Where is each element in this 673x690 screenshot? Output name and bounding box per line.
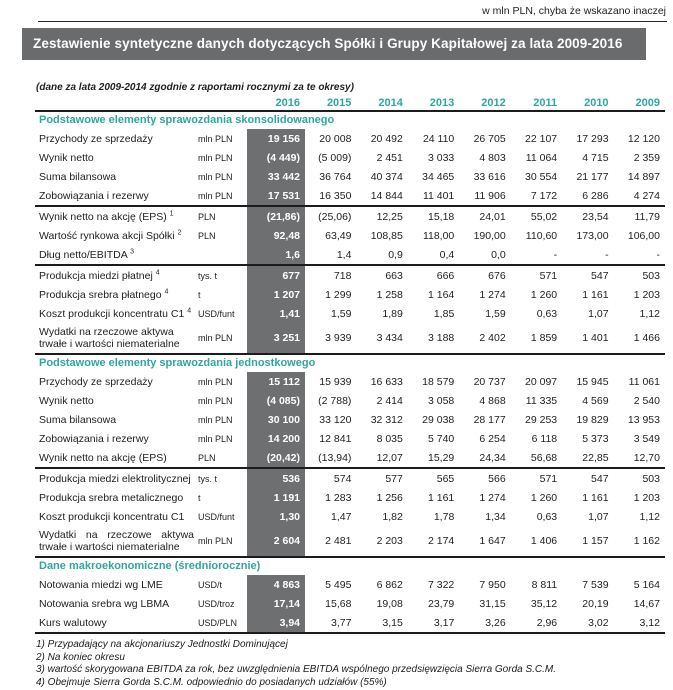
value-2015: (2 788): [318, 394, 352, 407]
row-group: [35, 575, 665, 634]
table-row: [35, 372, 665, 391]
value-2011: 1 260: [530, 491, 558, 504]
value-2010: 1 401: [582, 332, 609, 344]
table-row: [35, 507, 665, 526]
footnote-line: 2) Na koniec okresu: [36, 651, 125, 663]
row-label: Wynik netto na akcję (EPS): [39, 451, 167, 464]
table-row: [35, 410, 665, 429]
row-label: Koszt produkcji koncentratu C1: [39, 510, 185, 523]
row-unit: USD/troz: [198, 598, 235, 609]
footnote-line: 1) Przypadający na akcjonariuszy Jednostki Dominującej: [36, 639, 288, 650]
value-2012: 1 647: [479, 535, 506, 547]
value-2013: 3 033: [428, 151, 455, 164]
footnote-line: 4) Obejmuje Sierra Gorda S.C.M. odpowiednio do posiadanych udziałów (55%): [36, 676, 387, 688]
table-row: [35, 129, 665, 148]
value-2014: 1 256: [376, 491, 403, 504]
value-2015: 63,49: [325, 229, 352, 242]
value-2015: 5 495: [325, 578, 352, 591]
value-2012: 1 274: [479, 491, 506, 504]
value-2013: 15,29: [428, 451, 455, 464]
footnote-line: 3) wartość skorygowana EBITDA za rok, bez uwzględnienia EBITDA wspólnego przedsięwzięcia Sierra Gorda S.C.M.: [36, 664, 557, 675]
row-label: Wynik netto na akcję (EPS) $^1$: [39, 210, 174, 223]
value-2012: 190,00: [473, 229, 506, 242]
row-label: Notowania miedzi wg LME: [39, 578, 163, 591]
row-group: [35, 266, 665, 355]
row-label: Suma bilansowa: [39, 413, 117, 426]
table-row: [35, 207, 665, 226]
summary-table: [35, 96, 665, 634]
value-2015: 36 764: [319, 170, 352, 183]
value-2014: 1,89: [382, 307, 403, 320]
value-2012: 11 906: [474, 189, 506, 202]
value-2009: 11 061: [628, 375, 660, 388]
value-2014: 1 258: [376, 288, 403, 301]
year-header-2012: 2012: [481, 97, 506, 109]
value-2010: 15 945: [576, 375, 609, 388]
value-2010: 1 161: [582, 491, 609, 504]
row-unit: mln PLN: [198, 133, 233, 144]
row-label: Wynik netto: [39, 394, 94, 407]
value-2011: 1 406: [530, 535, 558, 547]
table-row: [35, 186, 665, 205]
value-2010: 20,19: [582, 597, 609, 610]
value-2012: 24,01: [479, 210, 506, 223]
row-unit: tys. t: [198, 473, 218, 484]
value-2014: 40 374: [370, 170, 403, 183]
value-2013: 11 401: [422, 189, 455, 202]
value-2013: 1 161: [428, 491, 455, 504]
value-2009: 2 540: [633, 394, 660, 407]
table-row: [35, 285, 665, 304]
value-2012: 2 402: [479, 332, 506, 344]
value-2009: 1 466: [633, 332, 660, 344]
value-2011: 30 554: [525, 170, 558, 183]
value-2013: 18 579: [422, 375, 455, 388]
table-row: [35, 429, 665, 448]
value-2016-highlighted: 1,6: [247, 245, 305, 264]
value-2014: 108,85: [370, 229, 403, 242]
table-row: [35, 575, 665, 594]
value-2009: 1,12: [639, 307, 660, 320]
value-2010: 1,07: [588, 307, 609, 320]
value-2010: 1,07: [588, 510, 609, 523]
value-2013: 24 110: [422, 132, 455, 145]
value-2015: 1 299: [325, 288, 352, 301]
year-header-2010: 2010: [584, 97, 609, 109]
value-2010: 3,02: [588, 616, 609, 629]
value-2012: 4 803: [479, 151, 506, 164]
row-unit: mln PLN: [198, 376, 233, 387]
value-2011: 0,63: [536, 307, 558, 320]
value-2010: 6 286: [582, 189, 609, 202]
value-2010: 7 539: [582, 578, 609, 591]
value-2013: 1,85: [433, 307, 455, 320]
section-header: Dane makroekonomiczne (średniorocznie): [39, 560, 261, 572]
value-2015: (25,06): [318, 210, 352, 223]
row-unit: mln PLN: [198, 395, 233, 406]
top-rule: [38, 21, 667, 22]
row-label: Wydatki na rzeczowe aktywa trwałe i wartości niematerialne: [39, 326, 180, 350]
value-2009: 1,12: [639, 510, 660, 523]
footnote-reference: 4: [164, 288, 169, 295]
value-2012: 7 950: [479, 578, 506, 591]
year-header-2013: 2013: [429, 97, 455, 109]
row-unit: USD/PLN: [198, 617, 238, 628]
value-2011: 0,63: [536, 510, 558, 523]
row-label: Produkcja srebra metalicznego: [39, 491, 184, 504]
value-2012: 6 254: [479, 432, 506, 445]
row-label: Przychody ze sprzedaży: [39, 132, 153, 145]
value-2014: 6 862: [376, 578, 403, 591]
value-2015: 1,59: [330, 307, 352, 320]
value-2010: 547: [591, 269, 609, 282]
value-2009: 503: [642, 269, 660, 282]
value-2015: 2 481: [325, 535, 352, 547]
data-scope-note: (dane za lata 2009-2014 zgodnie z raportami rocznymi za te okresy): [36, 82, 354, 93]
value-2011: 571: [539, 472, 558, 485]
footnote-reference: 2: [177, 229, 182, 236]
value-2016-highlighted: 17,14: [247, 594, 305, 613]
value-2015: 718: [333, 269, 352, 282]
value-2016-highlighted: 1,30: [247, 507, 305, 526]
value-2011: 11 064: [525, 151, 558, 164]
value-2014: 12,07: [376, 451, 403, 464]
value-2016-highlighted: 3,94: [247, 613, 305, 632]
value-2016-highlighted: (4 449): [247, 148, 305, 167]
row-unit: t: [198, 289, 201, 300]
value-2010: -: [605, 248, 609, 261]
table-row: [35, 391, 665, 410]
row-unit: mln PLN: [198, 152, 233, 163]
row-unit: PLN: [198, 230, 216, 241]
value-2009: 503: [642, 472, 660, 485]
value-2013: 3,17: [433, 616, 455, 629]
row-unit: tys. t: [198, 270, 218, 281]
value-2015: 1,47: [330, 510, 352, 523]
value-2016-highlighted: 1,41: [247, 304, 305, 323]
value-2009: 12,70: [633, 451, 660, 464]
row-unit: mln PLN: [198, 171, 233, 182]
row-group: [35, 469, 665, 558]
value-2014: 16 633: [370, 375, 403, 388]
value-2013: 2 174: [428, 535, 455, 547]
value-2009: 1 203: [633, 491, 660, 504]
table-row: [35, 613, 665, 632]
value-2009: 106,00: [627, 229, 660, 242]
table-row: [35, 245, 665, 264]
value-2012: 4 868: [479, 394, 506, 407]
value-2010: 17 293: [576, 132, 609, 145]
row-group: [35, 372, 665, 469]
table-row: [35, 469, 665, 488]
value-2012: 1,59: [485, 307, 506, 320]
value-2016-highlighted: 4 863: [247, 575, 305, 594]
value-2015: (5 009): [318, 151, 352, 164]
value-2014: 20 492: [370, 132, 403, 145]
value-2011: 35,12: [530, 597, 558, 610]
table-row: [35, 167, 665, 186]
value-2011: 1 859: [530, 332, 558, 344]
value-2012: 28 177: [473, 413, 506, 426]
value-2012: 26 705: [473, 132, 506, 145]
row-label: Kurs walutowy: [39, 616, 107, 629]
value-2016-highlighted: 17 531: [247, 186, 305, 205]
value-2013: 118,00: [422, 229, 455, 242]
year-header-2016: 2016: [275, 97, 300, 109]
row-unit: mln PLN: [198, 433, 233, 444]
footnotes: [36, 639, 663, 689]
table-row: [35, 148, 665, 167]
value-2009: 13 953: [627, 413, 660, 426]
value-2015: 12 841: [319, 432, 352, 445]
year-header-2009: 2009: [635, 97, 660, 109]
table-row: [35, 266, 665, 285]
value-2014: 577: [385, 472, 403, 485]
row-unit: mln PLN: [198, 414, 233, 425]
value-2012: 0,0: [491, 248, 506, 261]
value-2014: 2 451: [376, 151, 403, 164]
value-2015: (13,94): [318, 451, 352, 464]
value-2015: 574: [333, 472, 352, 485]
value-2011: 22 107: [525, 132, 558, 145]
row-label: Wydatki na rzeczowe aktywa trwałe i wartości niematerialne: [39, 529, 194, 553]
value-2016-highlighted: 1 191: [247, 488, 305, 507]
value-2013: 23,79: [428, 597, 455, 610]
value-2014: 2 414: [376, 394, 403, 407]
value-2015: 15,68: [325, 597, 352, 610]
value-2016-highlighted: (20,42): [247, 448, 305, 467]
value-2013: 29 038: [422, 413, 455, 426]
value-2011: 20 097: [525, 375, 558, 388]
row-unit: PLN: [198, 452, 216, 463]
value-2009: 1 162: [633, 535, 660, 547]
value-2014: 19,08: [376, 597, 403, 610]
value-2016-highlighted: (4 085): [247, 391, 305, 410]
value-2013: 3 188: [428, 332, 455, 344]
value-2011: 2,96: [536, 616, 558, 629]
value-2012: 33 616: [473, 170, 506, 183]
value-2011: -: [553, 248, 558, 261]
value-2009: 2 359: [633, 151, 660, 164]
row-label: Dług netto/EBITDA $^3$: [39, 248, 134, 261]
value-2009: 4 274: [633, 189, 660, 202]
table-row: [35, 594, 665, 613]
table-row: [35, 526, 665, 556]
value-2016-highlighted: 15 112: [247, 372, 305, 391]
row-label: Produkcja miedzi elektrolitycznej: [39, 472, 191, 485]
section-header: Podstawowe elementy sprawozdania skonsolidowanego: [39, 114, 335, 126]
value-2014: 1,82: [382, 510, 403, 523]
value-2012: 1,34: [485, 510, 506, 523]
row-group: [35, 207, 665, 266]
value-2016-highlighted: 92,48: [247, 226, 305, 245]
row-unit: mln PLN: [198, 190, 233, 201]
value-2014: 2 203: [376, 535, 403, 547]
value-2013: 666: [436, 269, 455, 282]
row-label: Zobowiązania i rezerwy: [39, 189, 149, 202]
value-2016-highlighted: (21,86): [247, 207, 305, 226]
value-2011: 7 172: [530, 189, 558, 202]
year-header-2015: 2015: [326, 97, 352, 109]
years-header-row: [35, 96, 665, 112]
value-2010: 547: [591, 472, 609, 485]
row-unit: PLN: [198, 211, 216, 222]
table-body: [35, 112, 665, 634]
value-2012: 24,34: [479, 451, 506, 464]
row-unit: mln PLN: [198, 333, 233, 343]
row-label: Produkcja miedzi płatnej $^4$: [39, 269, 160, 282]
row-label: Notowania srebra wg LBMA: [39, 597, 170, 610]
value-2009: 11,79: [634, 210, 660, 223]
row-unit: USD/t: [198, 579, 223, 590]
value-2015: 15 939: [319, 375, 352, 388]
section-header: Podstawowe elementy sprawozdania jednostkowego: [39, 357, 316, 369]
value-2010: 5 373: [582, 432, 609, 445]
value-2009: 1 203: [633, 288, 660, 301]
value-2010: 1 161: [582, 288, 609, 301]
value-2016-highlighted: 30 100: [247, 410, 305, 429]
row-label: Przychody ze sprzedaży: [39, 375, 153, 388]
table-row: [35, 226, 665, 245]
value-2016-highlighted: 3 251: [247, 323, 305, 353]
value-2011: 1 260: [530, 288, 558, 301]
value-2015: 20 008: [319, 132, 352, 145]
value-2011: 8 811: [531, 578, 558, 591]
footnote-reference: 3: [130, 248, 134, 255]
value-2009: 14,67: [633, 597, 660, 610]
value-2010: 19 829: [576, 413, 609, 426]
value-2011: 55,02: [530, 210, 558, 223]
value-2010: 4 569: [582, 394, 609, 407]
value-2009: -: [656, 248, 660, 261]
value-2016-highlighted: 536: [247, 469, 305, 488]
footnote-reference: 4: [187, 307, 192, 314]
value-2016-highlighted: 19 156: [247, 129, 305, 148]
value-2013: 15,18: [428, 210, 455, 223]
value-2012: 1 274: [479, 288, 506, 301]
value-2015: 3 939: [325, 332, 352, 344]
table-row: [35, 488, 665, 507]
row-label: Zobowiązania i rezerwy: [39, 432, 149, 445]
table-row: [35, 323, 665, 353]
value-2015: 33 120: [319, 413, 352, 426]
value-2015: 16 350: [319, 189, 352, 202]
value-2012: 3,26: [485, 616, 506, 629]
year-header-2014: 2014: [378, 97, 403, 109]
row-label: Wartość rynkowa akcji Spółki $^2$: [39, 229, 182, 242]
value-2009: 12 120: [627, 132, 660, 145]
value-2011: 29 253: [525, 413, 558, 426]
value-2009: 14 897: [627, 170, 660, 183]
value-2016-highlighted: 677: [247, 266, 305, 285]
value-2015: 3,77: [330, 616, 352, 629]
row-unit: t: [198, 492, 201, 503]
value-2010: 22,85: [582, 451, 609, 464]
value-2014: 3,15: [382, 616, 403, 629]
value-2016-highlighted: 2 604: [247, 526, 305, 556]
value-2011: 110,60: [525, 229, 558, 242]
value-2016-highlighted: 1 207: [247, 285, 305, 304]
value-2013: 1 164: [428, 288, 455, 301]
value-2011: 6 118: [531, 432, 558, 445]
table-row: [35, 304, 665, 323]
footnote-reference: 1: [169, 210, 174, 217]
row-unit: USD/funt: [198, 308, 235, 319]
value-2009: 3,12: [639, 616, 660, 629]
value-2010: 23,54: [582, 210, 609, 223]
row-unit: USD/funt: [198, 511, 235, 522]
year-header-2011: 2011: [533, 97, 558, 109]
value-2015: 1,4: [336, 248, 352, 261]
value-2013: 34 465: [422, 170, 455, 183]
page-title: Zestawienie syntetyczne danych dotyczących Spółki i Grupy Kapitałowej za lata 2009-2016: [22, 28, 646, 60]
value-2013: 1,78: [433, 510, 455, 523]
value-2009: 5 164: [633, 578, 660, 591]
row-label: Wynik netto: [39, 151, 94, 164]
value-2010: 1 157: [582, 535, 609, 547]
value-2010: 4 715: [582, 151, 609, 164]
row-label: Produkcja srebra płatnego $^4$: [39, 288, 169, 301]
value-2013: 5 740: [428, 432, 455, 445]
footnote-reference: 4: [155, 269, 160, 276]
value-2010: 21 177: [576, 170, 609, 183]
value-2013: 7 322: [428, 578, 455, 591]
value-2009: 3 549: [633, 432, 660, 445]
value-2012: 31,15: [479, 597, 506, 610]
value-2014: 12,25: [376, 210, 403, 223]
value-2013: 3 058: [428, 394, 455, 407]
unit-note: w mln PLN, chyba że wskazano inaczej: [482, 5, 666, 17]
value-2014: 0,9: [388, 248, 403, 261]
value-2010: 173,00: [576, 229, 609, 242]
value-2015: 1 283: [325, 491, 352, 504]
value-2012: 20 737: [473, 375, 506, 388]
value-2014: 3 434: [376, 332, 403, 344]
value-2014: 32 312: [370, 413, 403, 426]
value-2014: 14 844: [370, 189, 403, 202]
value-2012: 676: [488, 269, 506, 282]
value-2014: 663: [385, 269, 403, 282]
table-row: [35, 448, 665, 467]
value-2011: 56,68: [530, 451, 558, 464]
row-unit: mln PLN: [198, 536, 233, 546]
value-2013: 0,4: [439, 248, 455, 261]
value-2011: 11 335: [525, 394, 558, 407]
row-label: Koszt produkcji koncentratu C1 $^4$: [39, 307, 192, 320]
row-group: [35, 129, 665, 207]
row-label: Suma bilansowa: [39, 170, 117, 183]
value-2014: 8 035: [376, 432, 403, 445]
value-2012: 566: [488, 472, 506, 485]
value-2011: 571: [539, 269, 558, 282]
value-2016-highlighted: 14 200: [247, 429, 305, 448]
value-2016-highlighted: 33 442: [247, 167, 305, 186]
value-2013: 565: [436, 472, 455, 485]
